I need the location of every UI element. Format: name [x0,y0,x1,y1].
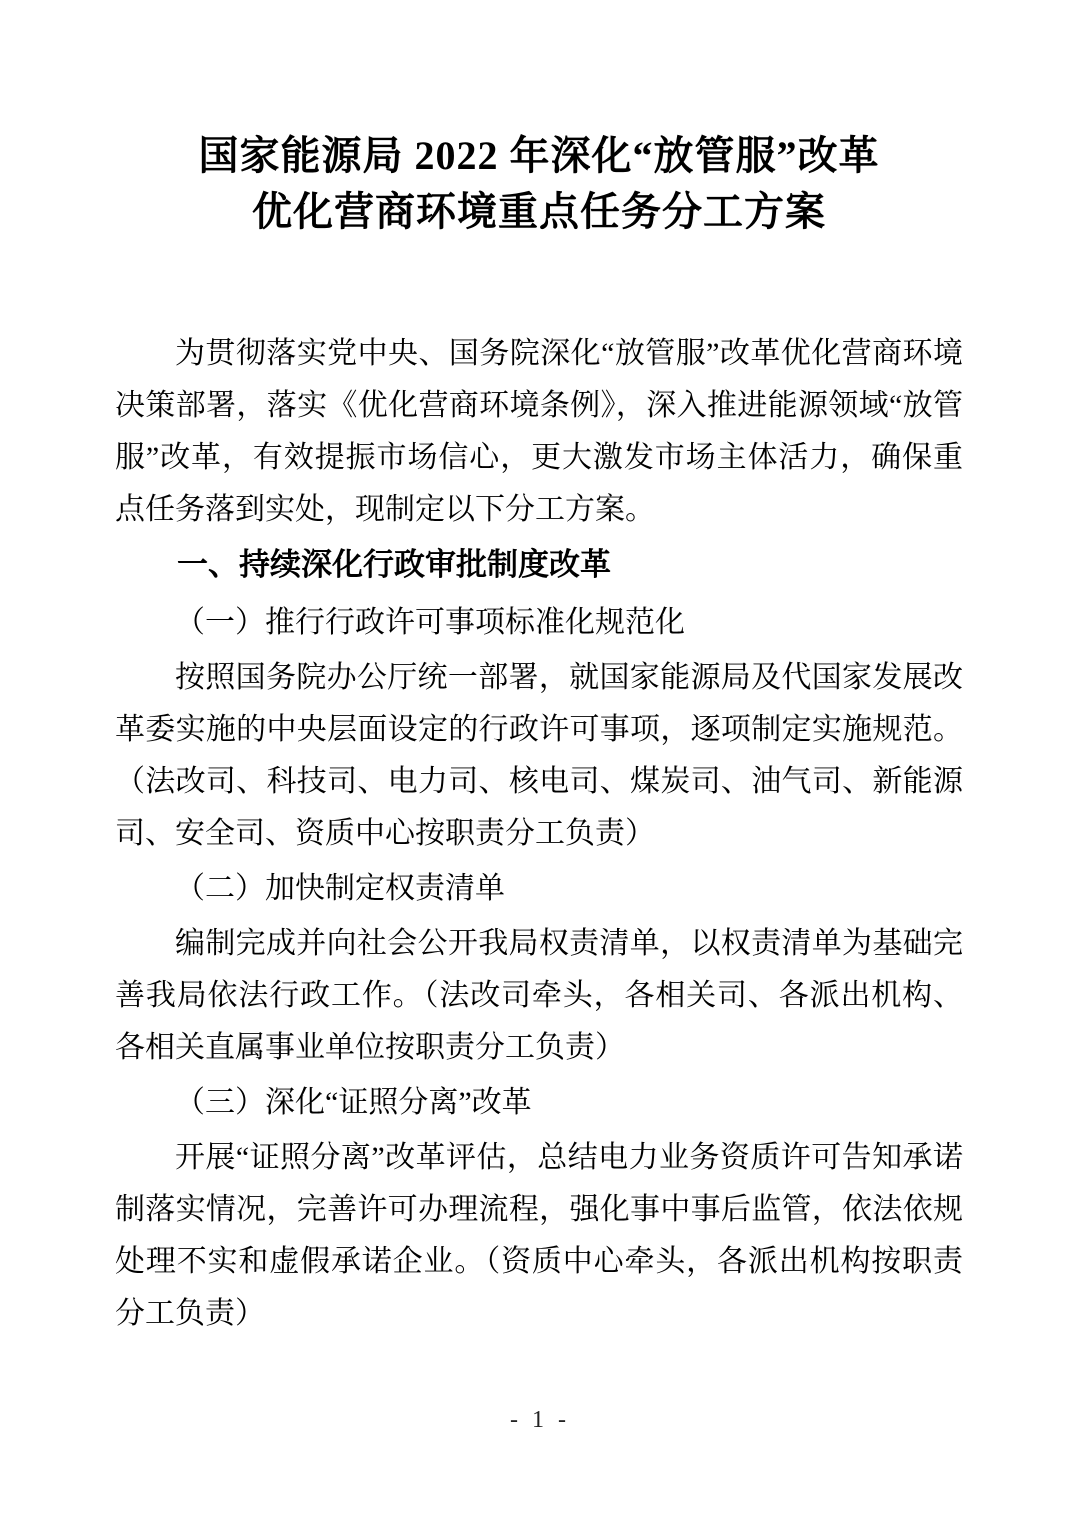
paragraph-1-2: 编制完成并向社会公开我局权责清单，以权责清单为基础完善我局依法行政工作。（法改司牵头，各相关司、各派出机构、各相关直属事业单位按职责分工负责） [115,927,963,1064]
paragraph-intro: 为贯彻落实党中央、国务院深化“放管服”改革优化营商环境决策部署，落实《优化营商环境条例》，深入推进能源领域“放管服”改革，有效提振市场信心，更大激发市场主体活力，确保重点任务落到实处，现制定以下分工方案。 [115,337,963,526]
subsection-heading-1-3: （三）深化“证照分离”改革 [175,1086,532,1119]
document-title-line-1: 国家能源局 2022 年深化“放管服”改革 [198,133,880,178]
page-number: - 1 - [510,1407,570,1433]
paragraph-1-3: 开展“证照分离”改革评估，总结电力业务资质许可告知承诺制落实情况，完善许可办理流程，强化事中事后监管，依法依规处理不实和虚假承诺企业。（资质中心牵头，各派出机构按职责分工负责） [115,1141,963,1330]
section-heading-1: 一、持续深化行政审批制度改革 [177,547,611,582]
document-title [115,128,963,240]
paragraph-1-1: 按照国务院办公厅统一部署，就国家能源局及代国家发展改革委实施的中央层面设定的行政许可事项，逐项制定实施规范。（法改司、科技司、电力司、核电司、煤炭司、油气司、新能源司、安全司、资质中心按职责分工负责） [115,661,963,850]
document-title-line-2: 优化营商环境重点任务分工方案 [252,189,826,234]
subsection-heading-1-1: （一）推行行政许可事项标准化规范化 [175,606,685,639]
document-content [115,0,963,1340]
subsection-heading-1-2: （二）加快制定权责清单 [175,872,505,905]
